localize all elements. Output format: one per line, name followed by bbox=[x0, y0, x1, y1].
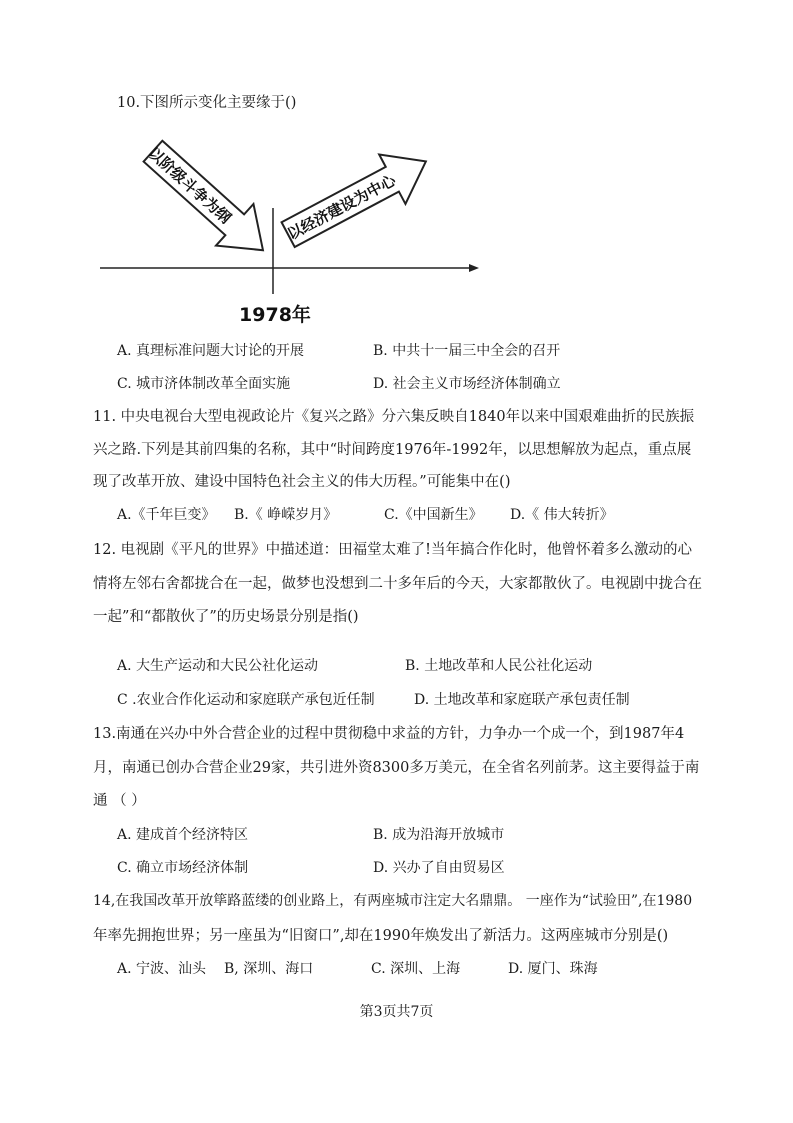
q14-option-a: A. 宁波、汕头 bbox=[117, 961, 207, 977]
q10-figure-svg bbox=[95, 128, 485, 328]
q10-option-d: D. 社会主义市场经济体制确立 bbox=[373, 376, 561, 392]
page-number: 第3页共7页 bbox=[359, 1004, 434, 1020]
q11-option-c: C.《中国新生》 bbox=[384, 507, 483, 523]
q11-line-1: 11. 中央电视台大型电视政论片《复兴之路》分六集反映自1840年以来中国艰难曲折的民族振 bbox=[93, 409, 695, 425]
q14-option-d: D. 厦门、珠海 bbox=[508, 961, 598, 977]
q12-option-d: D. 土地改革和家庭联产承包责任制 bbox=[414, 692, 630, 708]
q11-line-2: 兴之路.下列是其前四集的名称，其中“时间跨度1976年-1992年，以思想解放为起点，重点展 bbox=[93, 442, 692, 458]
q10-figure bbox=[95, 128, 485, 328]
q13-line-3: 通 （ ） bbox=[93, 793, 146, 809]
q12-line-1: 12. 电视剧《平凡的世界》中描述道：田福堂太难了!当年搞合作化时，他曾怀着多么激动的心 bbox=[93, 542, 692, 558]
q10-option-a: A. 真理标准问题大讨论的开展 bbox=[117, 343, 305, 359]
q10-option-c: C. 城市济体制改革全面实施 bbox=[117, 376, 291, 392]
q14-option-b: B, 深圳、海口 bbox=[224, 961, 314, 977]
q13-line-1: 13.南通在兴办中外合营企业的过程中贯彻稳中求益的方针，力争办一个成一个，到1987年4 bbox=[93, 726, 685, 742]
q12-option-c: C .农业合作化运动和家庭联产承包近任制 bbox=[117, 692, 375, 708]
q11-line-3: 现了改革开放、建设中国特色社会主义的伟大历程。”可能集中在() bbox=[93, 474, 511, 490]
q11-option-b: B.《 峥嵘岁月》 bbox=[234, 507, 338, 523]
q11-option-d: D.《 伟大转折》 bbox=[510, 507, 614, 523]
q14-option-c: C. 深圳、上海 bbox=[371, 961, 461, 977]
q13-option-a: A. 建成首个经济特区 bbox=[117, 827, 249, 843]
q13-option-d: D. 兴办了自由贸易区 bbox=[373, 860, 505, 876]
q14-line-2: 年率先拥抱世界；另一座虽为“旧窗口”,却在1990年焕发出了新活力。这两座城市分别是() bbox=[93, 928, 669, 944]
q10-option-b: B. 中共十一届三中全会的召开 bbox=[373, 343, 561, 359]
q11-option-a: A.《千年巨变》 bbox=[117, 507, 216, 523]
year-label: 1978年 bbox=[239, 304, 311, 326]
q12-option-b: B. 土地改革和人民公社化运动 bbox=[405, 658, 593, 674]
q13-option-c: C. 确立市场经济体制 bbox=[117, 860, 249, 876]
q12-line-2: 情将左邻右舍都拢合在一起，做梦也没想到二十多年后的今天，大家都散伙了。电视剧中拢合在 bbox=[93, 576, 702, 592]
q14-line-1: 14,在我国改革开放筚路蓝缕的创业路上，有两座城市注定大名鼎鼎。 一座作为“试验田”,在1980 bbox=[93, 893, 693, 909]
q12-option-a: A. 大生产运动和大民公社化运动 bbox=[117, 658, 319, 674]
arrow-left-label: 以阶级斗争为纲 bbox=[144, 143, 235, 228]
axis-arrowhead bbox=[469, 264, 479, 272]
q10-stem: 10.下图所示变化主要缘于() bbox=[117, 95, 297, 111]
q12-line-3: 一起”和“都散伙了”的历史场景分别是指() bbox=[93, 609, 359, 625]
arrow-left bbox=[132, 129, 281, 271]
q13-option-b: B. 成为沿海开放城市 bbox=[373, 827, 505, 843]
q13-line-2: 月，南通已创办合营企业29家，共引进外资8300多万美元，在全省名列前茅。这主要得益于南 bbox=[93, 760, 700, 776]
arrow-right bbox=[275, 137, 439, 260]
arrow-right-label: 以经济建设为中心 bbox=[284, 171, 399, 244]
